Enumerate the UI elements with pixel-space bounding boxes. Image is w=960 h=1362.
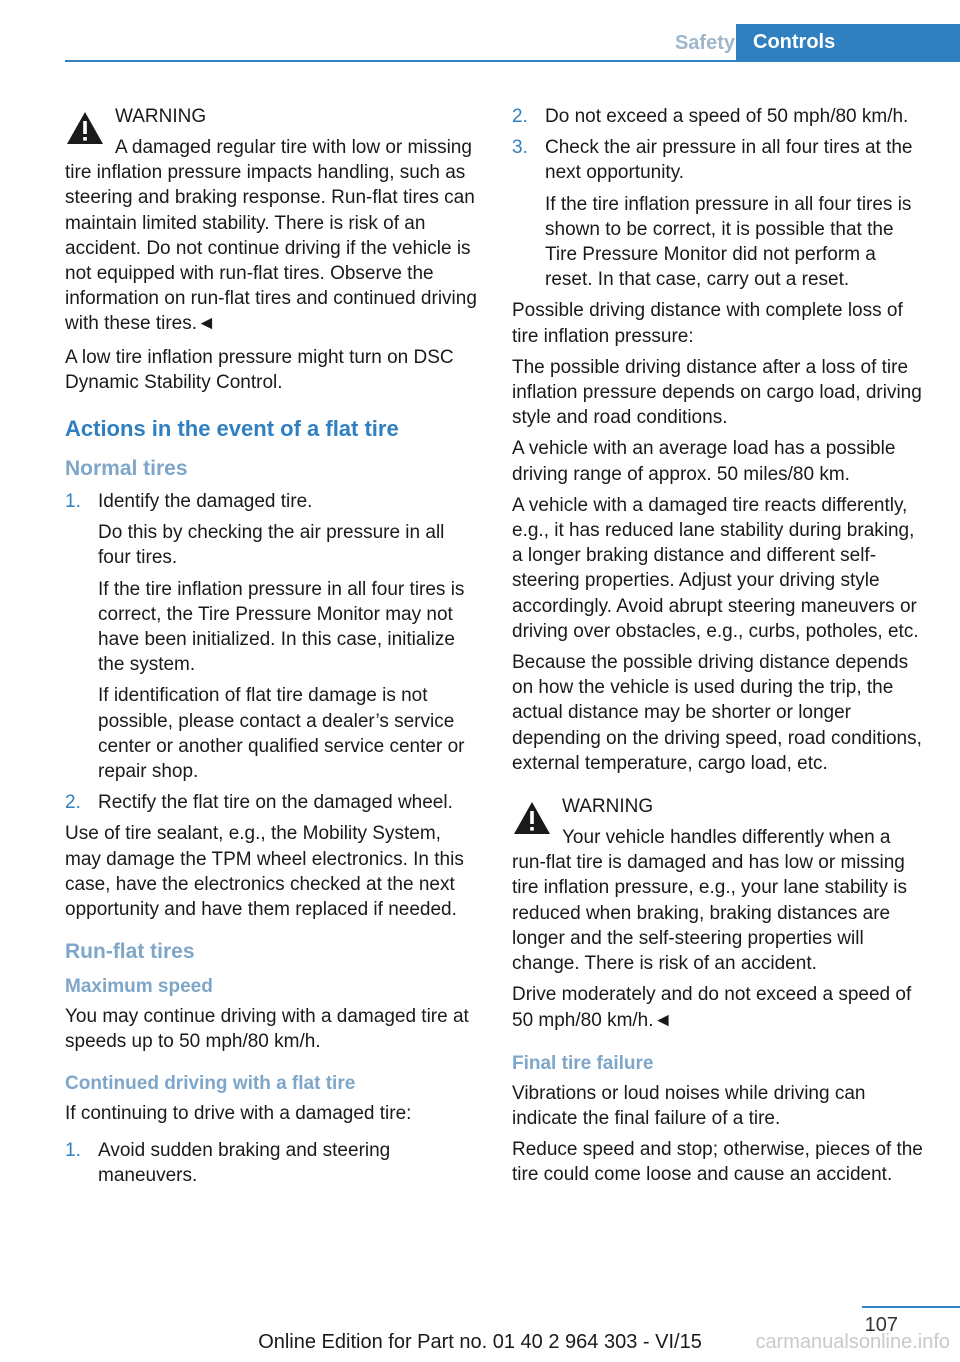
list-number: 2. [65, 792, 81, 814]
list-number: 3. [512, 137, 528, 159]
page-number: 107 [864, 1314, 898, 1336]
left-column [65, 100, 480, 1194]
list-item [65, 489, 480, 784]
paragraph-reduce-speed: Reduce speed and stop; otherwise, pieces of the tire could come loose and cause an accident. [512, 1139, 923, 1186]
footer-edition: Online Edition for Part no. 01 40 2 964 303 - VI/15 [258, 1331, 702, 1353]
paragraph-possible-distance-heading: Possible driving distance with complete loss of tire inflation pressure: [512, 300, 903, 347]
list-number: 1. [65, 1139, 81, 1161]
list-number: 2. [512, 106, 528, 127]
list-item [512, 104, 927, 129]
warning-triangle-icon [512, 800, 552, 836]
watermark: carmanualsonline.info [755, 1331, 950, 1353]
list-item-text: Rectify the flat tire on the damaged wheel. [98, 792, 453, 814]
paragraph-continuing: If continuing to drive with a damaged tire: [65, 1102, 412, 1124]
paragraph-possible-distance: The possible driving distance after a loss of tire inflation pressure depends on cargo load, driving style and road conditions. [512, 356, 922, 429]
heading-run-flat-tires: Run-flat tires [65, 940, 195, 964]
heading-normal-tires: Normal tires [65, 457, 188, 481]
warning-title: WARNING [115, 106, 207, 127]
section-tab-controls[interactable]: Controls [736, 24, 960, 61]
list-item-text: Avoid sudden braking and steering maneuvers. [98, 1139, 391, 1187]
heading-actions-flat-tire: Actions in the event of a flat tire [65, 416, 399, 442]
heading-maximum-speed: Maximum speed [65, 976, 213, 998]
heading-final-tire-failure: Final tire failure [512, 1052, 654, 1074]
heading-continued-driving: Continued driving with a flat tire [65, 1072, 356, 1094]
paragraph-because: Because the possible driving distance depends on how the vehicle is used during the trip, the actual distance may be shorter or longer depending on the driving speed, road conditions, external temperature, cargo load, etc. [512, 652, 922, 774]
section-tab-safety[interactable]: Safety [674, 32, 735, 54]
list-number: 1. [65, 491, 81, 513]
list-item-text: Check the air pressure in all four tires at the next opportunity. [545, 137, 913, 184]
warning-triangle-icon [65, 110, 105, 146]
paragraph-average-load: A vehicle with an average load has a possible driving range of approx. 50 miles/80 km. [512, 438, 896, 485]
warning-text: A damaged regular tire with low or missing tire inflation pressure impacts handling, such as steering and braking response. Run-flat tires can maintain limited stability. There is risk of an accident. Do not continue driving if the vehicle is not equipped with run-flat tires. Observe the information on run-flat tires and continued driving with these tires.◄ [65, 137, 477, 335]
paragraph-maximum-speed: You may continue driving with a damaged tire at speeds up to 50 mph/80 km/h. [65, 1006, 469, 1053]
warning-title: WARNING [562, 796, 654, 818]
warning-text-continued: Drive moderately and do not exceed a speed of 50 mph/80 km/h.◄ [512, 984, 912, 1031]
list-item-subtext: If the tire inflation pressure in all four tires is shown to be correct, it is possible that the Tire Pressure Monitor did not perform a reset. In that case, carry out a reset. [545, 193, 912, 291]
continued-driving-steps [65, 1138, 480, 1188]
footer-rule [862, 1306, 960, 1308]
right-column [512, 104, 927, 1194]
list-item-text: Identify the damaged tire. [98, 491, 313, 513]
paragraph-tire-sealant: Use of tire sealant, e.g., the Mobility System, may damage the TPM wheel electronics. In this case, have the electronics checked at the next opportunity and have them replaced if needed. [65, 823, 464, 921]
list-item [65, 1138, 480, 1188]
paragraph-vehicle-reacts: A vehicle with a damaged tire reacts differently, e.g., it has reduced lane stability during braking, a longer braking distance and different self-steering properties. Adjust your driving style accordingly. Avoid abrupt steering maneuvers or driving over obstacles, e.g., curbs, potholes, etc. [512, 494, 919, 642]
warning-text: Your vehicle handles differently when a run-flat tire is damaged and has low or missing tire inflation pressure, e.g., your lane stability is reduced when braking, braking distances are longer and the self-steering properties will change. There is risk of an accident. [512, 827, 907, 975]
continued-driving-steps-cont [512, 104, 927, 292]
list-item-subtext: If the tire inflation pressure in all four tires is correct, the Tire Pressure Monitor may not have been initialized. In this case, initialize the system. [98, 578, 465, 676]
normal-tires-steps [65, 489, 480, 815]
list-item-subtext: Do this by checking the air pressure in all four tires. [98, 522, 445, 569]
warning-block [65, 100, 480, 337]
warning-block [512, 790, 927, 1033]
list-item [65, 790, 480, 815]
paragraph-dsc: A low tire inflation pressure might turn on DSC Dynamic Stability Control. [65, 346, 454, 393]
list-item [512, 135, 927, 292]
list-item-text: Do not exceed a speed of 50 mph/80 km/h. [545, 106, 909, 127]
paragraph-vibrations: Vibrations or loud noises while driving can indicate the final failure of a tire. [512, 1082, 866, 1129]
list-item-subtext: If identification of flat tire damage is not possible, please contact a dealer’s service center or another qualified service center or repair shop. [98, 685, 465, 783]
